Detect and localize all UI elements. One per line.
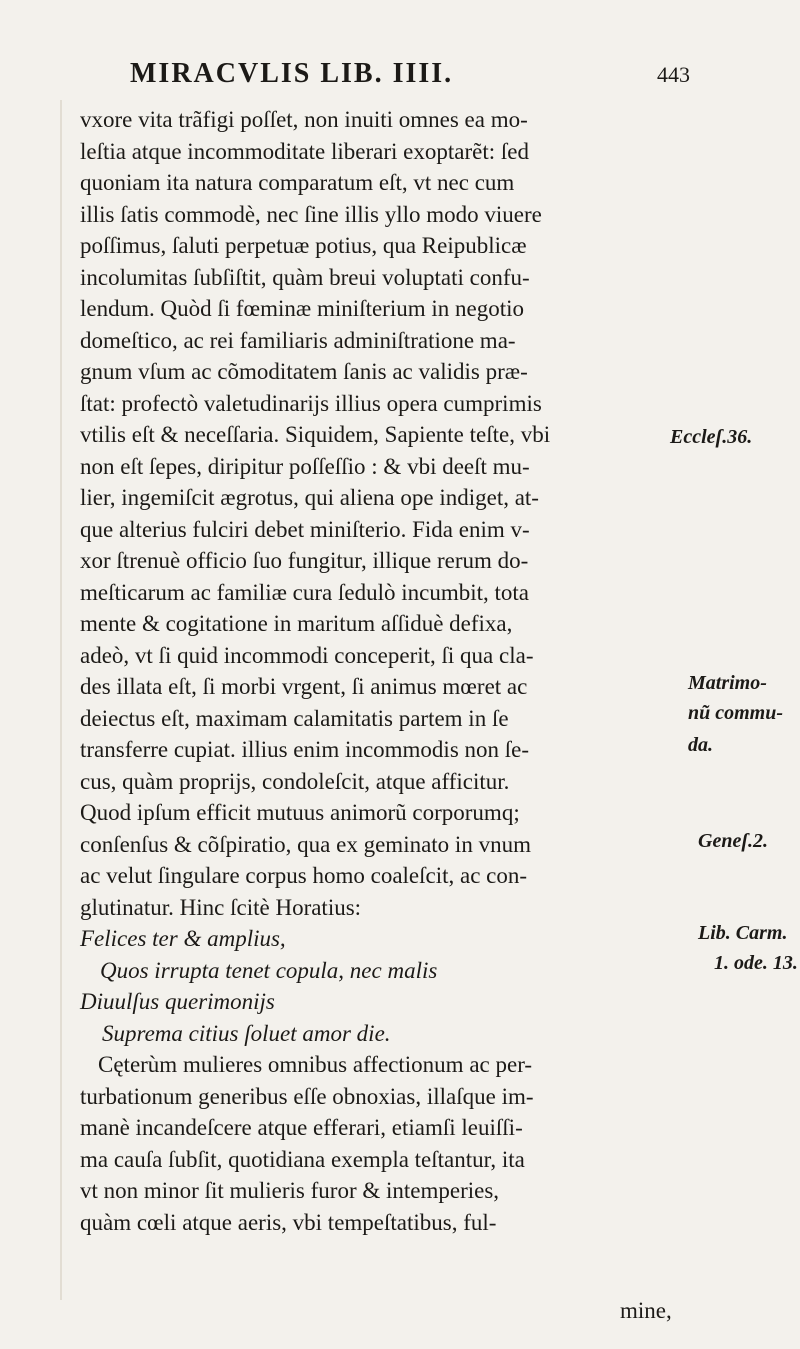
text-line: Quod ipſum efficit mutuus animorũ corporumq; <box>80 800 520 825</box>
margin-note-matrimonium: da. <box>688 734 713 756</box>
text-line: illis ſatis commodè, nec ſine illis yllo modo viuere <box>80 201 542 227</box>
text-line: glutinatur. Hinc ſcitè Horatius: <box>80 894 362 920</box>
text-line: meſticarum ac familiæ cura ſedulò incumbit, tota <box>80 579 529 605</box>
running-header <box>130 58 690 98</box>
margin-note-matrimonium: Matrimo- <box>688 672 767 694</box>
text-line: poſſimus, ſaluti perpetuæ potius, qua Reipublicæ <box>80 233 527 258</box>
text-line: domeſtico, ac rei familiaris adminiſtratione ma- <box>80 327 516 353</box>
margin-note-matrimonium: nũ commu- <box>688 702 784 724</box>
text-line: incolumitas ſubſiſtit, quàm breui voluptati confu- <box>80 264 530 290</box>
text-line: deiectus eſt, maximam calamitatis partem in ſe <box>80 705 509 731</box>
page-number: 443 <box>657 62 690 87</box>
text-line: ac velut ſingulare corpus homo coaleſcit, ac con- <box>80 863 528 888</box>
verse-line: Felices ter & amplius, <box>80 926 286 951</box>
verse-line: Quos irrupta tenet copula, nec malis <box>100 957 438 983</box>
text-line: conſenſus & cõſpiratio, qua ex geminato in vnum <box>80 831 531 857</box>
text-line: gnum vſum ac cõmoditatem ſanis ac validis præ- <box>80 359 528 384</box>
margin-note-ecclesiasticus: Eccleſ.36. <box>670 426 753 448</box>
text-line: non eſt ſepes, diripitur poſſeſſio : & vbi deeſt mu- <box>80 453 530 479</box>
text-line: quoniam ita natura comparatum eſt, vt nec cum <box>80 170 515 195</box>
running-title: MIRACVLIS LIB. IIII. <box>130 58 454 89</box>
text-line: cus, quàm proprijs, condoleſcit, atque afficitur. <box>80 768 510 794</box>
main-text <box>80 104 680 1238</box>
text-line: vt non minor ſit mulieris furor & intemperies, <box>80 1178 500 1203</box>
text-line: lendum. Quòd ſi fœminæ miniſterium in negotio <box>80 296 524 321</box>
text-line: des illata eſt, ſi morbi vrgent, ſi animus mœret ac <box>80 674 528 699</box>
text-line: turbationum generibus eſſe obnoxias, illaſque im- <box>80 1083 534 1109</box>
text-line: vtilis eſt & neceſſaria. Siquidem, Sapiente teſte, vbi <box>80 422 551 447</box>
text-line: leſtia atque incommoditate liberari exoptarẽt: ſed <box>80 138 529 164</box>
margin-note-genesis: Geneſ.2. <box>698 830 768 852</box>
text-line: adeò, vt ſi quid incommodi conceperit, ſi qua cla- <box>80 642 534 668</box>
text-line: Cęterùm mulieres omnibus affectionum ac per- <box>98 1052 533 1077</box>
page-fold-shadow <box>60 100 62 1300</box>
catchword: mine, <box>620 1298 672 1323</box>
text-line: mente & cogitatione in maritum aſſiduè defixa, <box>80 611 513 636</box>
text-line: transferre cupiat. illius enim incommodis non ſe- <box>80 737 530 762</box>
text-line: que alterius fulciri debet miniſterio. Fida enim v- <box>80 516 530 542</box>
verse-line: Diuulſus querimonijs <box>80 989 275 1014</box>
text-line: lier, ingemiſcit ægrotus, qui aliena ope indiget, at- <box>80 485 539 510</box>
verse-line: Suprema citius ſoluet amor die. <box>102 1020 391 1046</box>
margin-note-horace: Lib. Carm. <box>698 922 788 944</box>
text-line: quàm cœli atque aeris, vbi tempeſtatibus, ful- <box>80 1209 497 1235</box>
margin-note-horace: 1. ode. 13. <box>714 952 798 974</box>
text-line: xor ſtrenuè officio ſuo fungitur, illique rerum do- <box>80 548 529 573</box>
text-line: manè incandeſcere atque efferari, etiamſi leuiſſi- <box>80 1115 523 1140</box>
text-line: vxore vita trãfigi poſſet, non inuiti omnes ea mo- <box>80 107 528 132</box>
horace-quotation <box>80 923 680 1049</box>
text-line: ma cauſa ſubſit, quotidiana exempla teſtantur, ita <box>80 1146 525 1172</box>
text-line: ſtat: profectò valetudinarijs illius opera cumprimis <box>80 390 542 416</box>
